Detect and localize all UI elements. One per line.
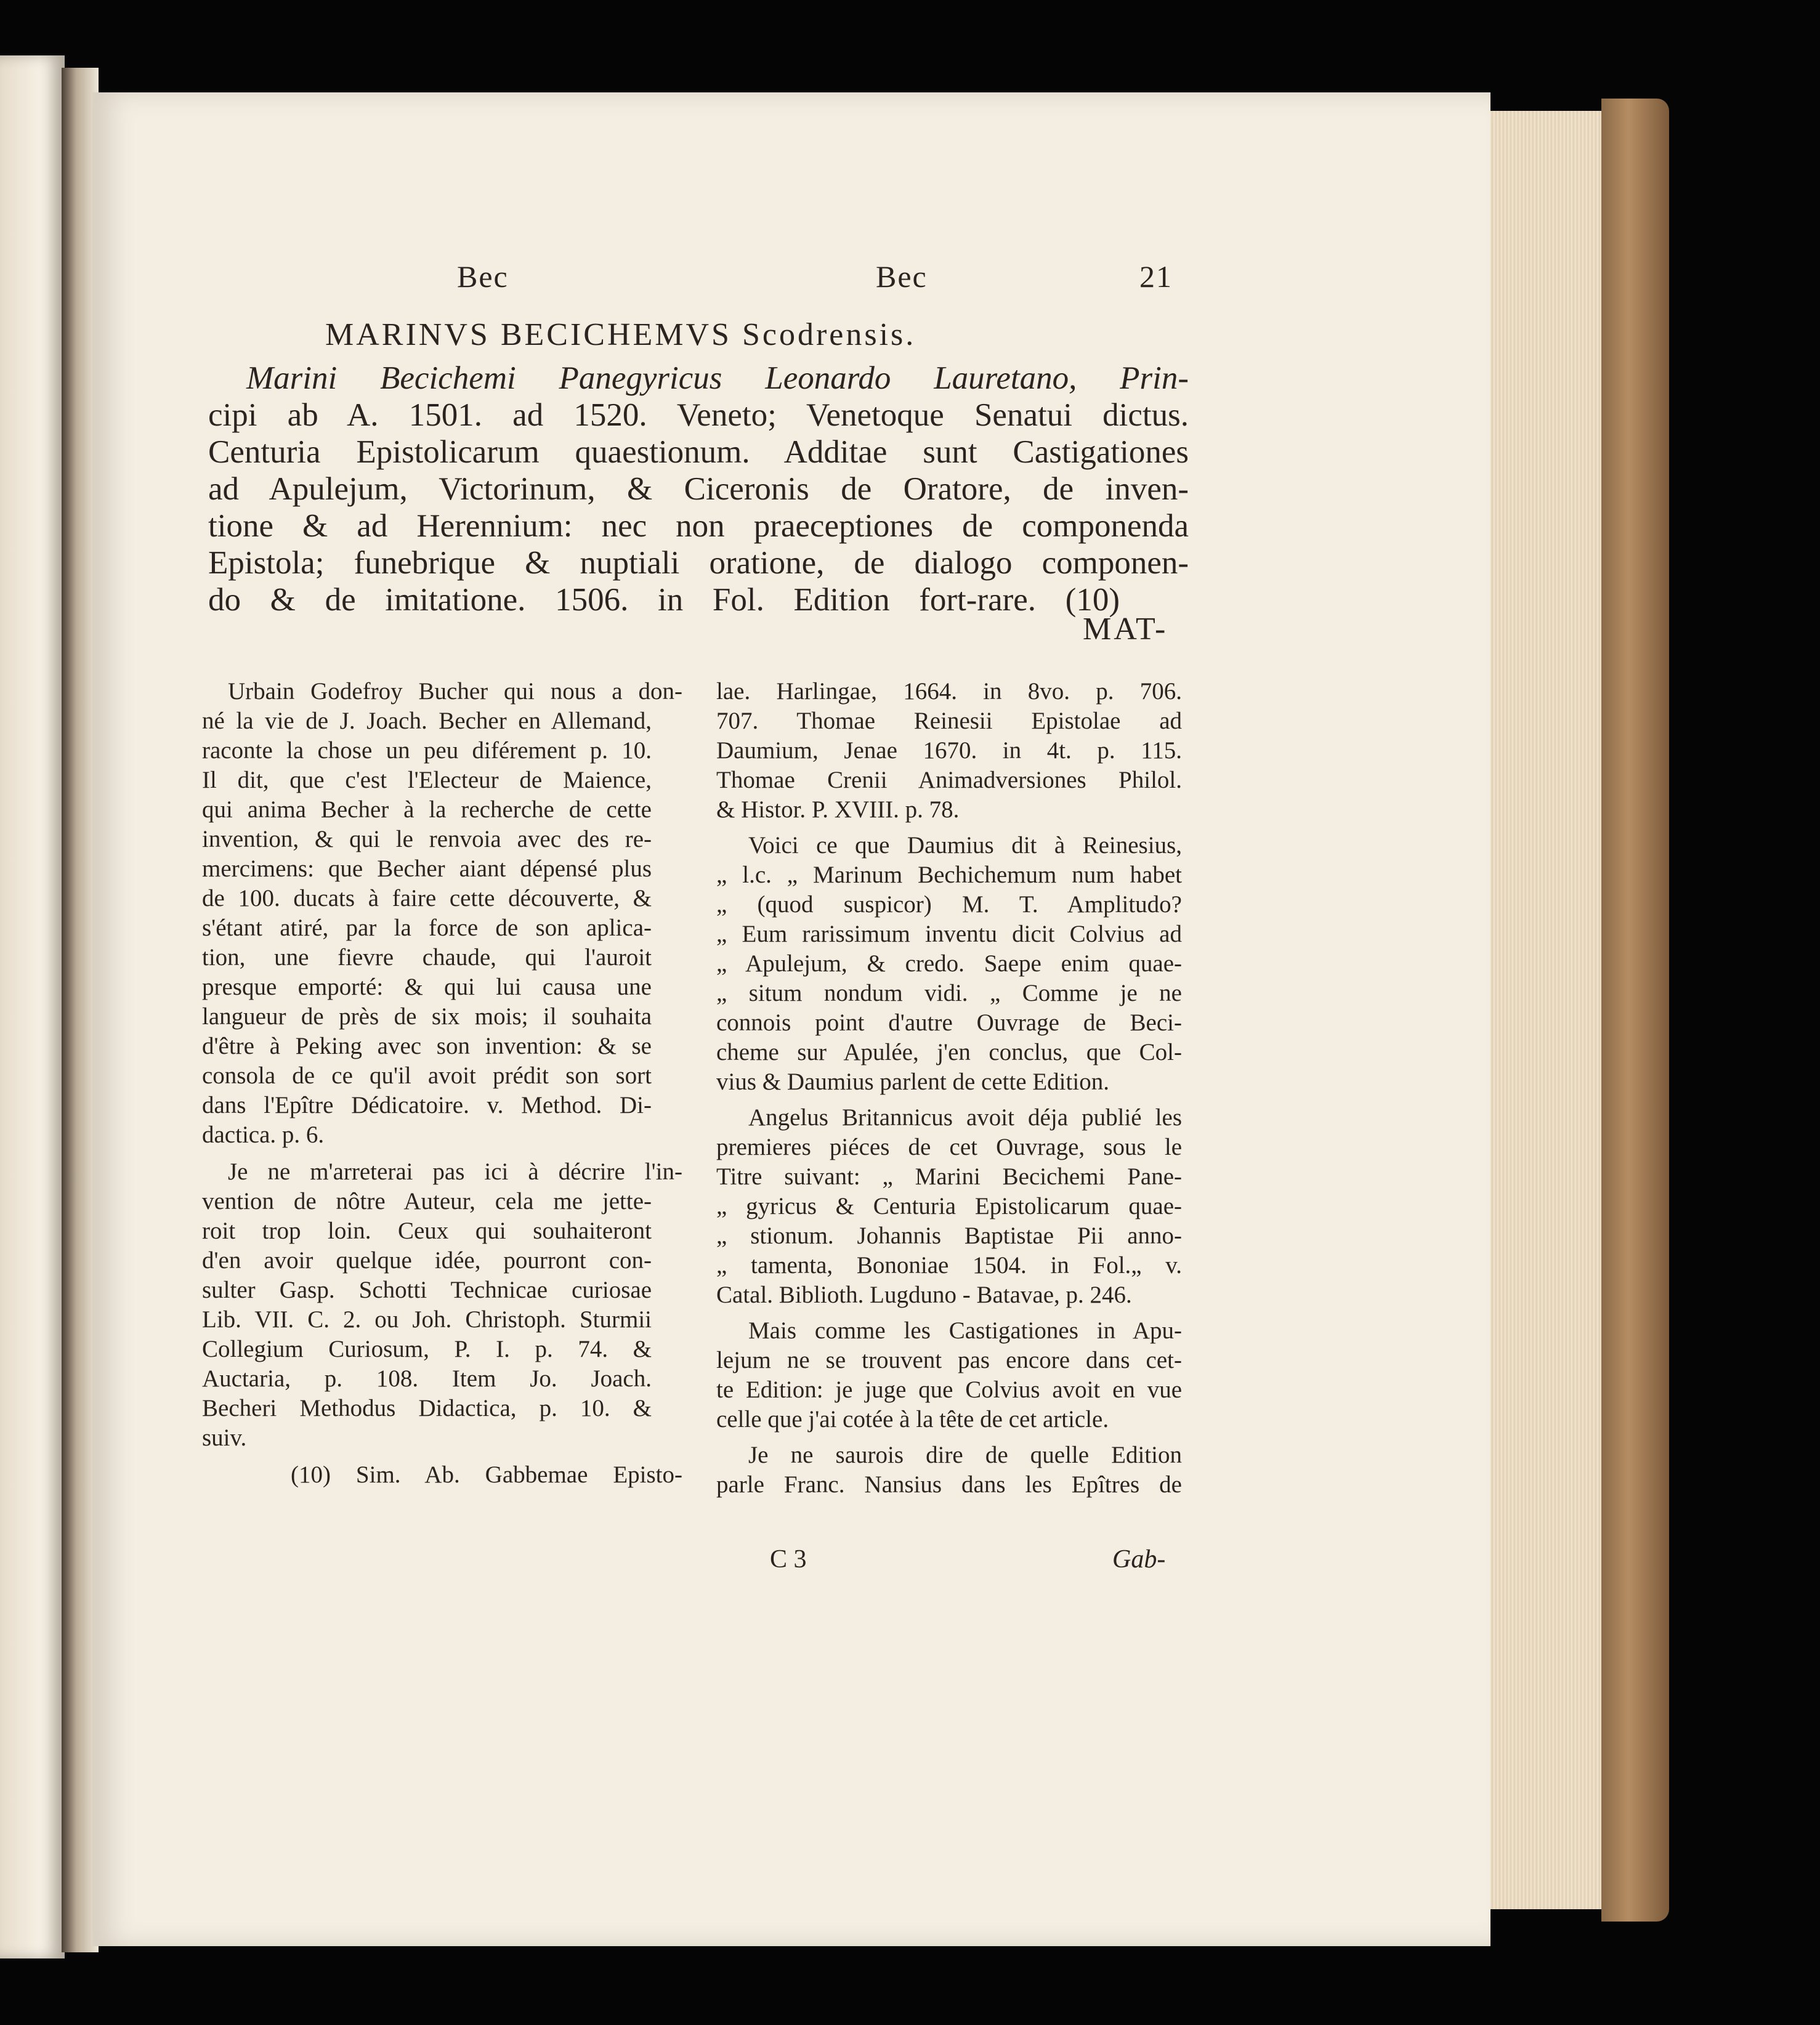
right-col-line: cheme sur Apulée, j'en conclus, que Col- (716, 1039, 1182, 1065)
right-col-line: premieres piéces de cet Ouvrage, sous le (716, 1134, 1182, 1160)
entry-heading: MARINVS BECICHEMVS Scodrensis. (325, 317, 916, 352)
left-col-line: langueur de près de six mois; il souhaita (202, 1003, 652, 1030)
right-col-line: lae. Harlingae, 1664. in 8vo. p. 706. (716, 678, 1182, 705)
left-col-line: tion, une fievre chaude, qui l'auroit (202, 944, 652, 971)
left-col-line: Lib. VII. C. 2. ou Joh. Christoph. Sturmii (202, 1306, 652, 1333)
right-col-line: Voici ce que Daumius dit à Reinesius, (748, 832, 1182, 859)
right-col-line: „ situm nondum vidi. „ Comme je ne (716, 980, 1182, 1006)
entry-line: Marini Becichemi Panegyricus Leonardo Lauretano, Prin- (246, 360, 1189, 396)
left-col-line: Collegium Curiosum, P. I. p. 74. & (202, 1336, 652, 1362)
entry-line: Epistola; funebrique & nuptiali oratione, de dialogo componen- (208, 545, 1189, 581)
right-col-line: Catal. Biblioth. Lugduno - Batavae, p. 246. (716, 1282, 1132, 1308)
catchword-top: MAT- (1083, 612, 1168, 647)
right-col-line: „ (quod suspicor) M. T. Amplitudo? (716, 891, 1182, 918)
left-col-line: suiv. (202, 1425, 247, 1451)
page-number: 21 (1139, 259, 1173, 294)
right-col-line: connois point d'autre Ouvrage de Beci- (716, 1009, 1182, 1036)
left-col-line: s'étant atiré, par la force de son aplica- (202, 915, 652, 941)
right-col-line: celle que j'ai cotée à la tête de cet article. (716, 1406, 1109, 1433)
right-col-line: te Edition: je juge que Colvius avoit en vue (716, 1376, 1182, 1403)
left-col-line: d'être à Peking avec son invention: & se (202, 1033, 652, 1059)
left-col-line: né la vie de J. Joach. Becher en Allemand, (202, 708, 652, 734)
right-col-line: „ l.c. „ Marinum Bechichemum num habet (716, 862, 1182, 888)
running-head-left: Bec (457, 259, 509, 294)
left-col-line: mercimens: que Becher aiant dépensé plus (202, 855, 652, 882)
left-col-line: Urbain Godefroy Bucher qui nous a don- (228, 678, 682, 705)
right-col-line: Mais comme les Castigationes in Apu- (748, 1317, 1182, 1344)
left-col-line: invention, & qui le renvoia avec des re- (202, 826, 652, 852)
left-col-line: dactica. p. 6. (202, 1122, 325, 1148)
right-col-line: lejum ne se trouvent pas encore dans cet- (716, 1347, 1182, 1373)
running-head-center: Bec (876, 259, 928, 294)
left-col-line: Auctaria, p. 108. Item Jo. Joach. (202, 1365, 652, 1392)
left-col-line: consola de ce qu'il avoit prédit son sort (202, 1062, 652, 1089)
right-col-line: „ Apulejum, & credo. Saepe enim quae- (716, 950, 1182, 977)
entry-line: do & de imitatione. 1506. in Fol. Edition fort-rare. (10) (208, 582, 1120, 618)
left-page-fragment (0, 55, 65, 1958)
right-col-line: & Histor. P. XVIII. p. 78. (716, 796, 960, 823)
left-col-line: Il dit, que c'est l'Electeur de Maience, (202, 767, 652, 793)
right-cover-edge (1601, 99, 1669, 1922)
entry-line: ad Apulejum, Victorinum, & Ciceronis de Oratore, de inven- (208, 471, 1189, 507)
left-col-line: roit trop loin. Ceux qui souhaiteront (202, 1218, 652, 1244)
right-col-line: „ tamenta, Bononiae 1504. in Fol.„ v. (716, 1252, 1182, 1279)
right-col-line: „ gyricus & Centuria Epistolicarum quae- (716, 1193, 1182, 1219)
right-col-line: parle Franc. Nansius dans les Epîtres de (716, 1471, 1182, 1498)
left-col-line: presque emporté: & qui lui causa une (202, 974, 652, 1000)
right-col-line: Titre suivant: „ Marini Becichemi Pane- (716, 1163, 1182, 1190)
left-col-line: raconte la chose un peu diférement p. 10. (202, 737, 652, 764)
entry-line: cipi ab A. 1501. ad 1520. Veneto; Venetoque Senatui dictus. (208, 397, 1189, 433)
left-col-line: Becheri Methodus Didactica, p. 10. & (202, 1395, 652, 1421)
right-col-line: Daumium, Jenae 1670. in 4t. p. 115. (716, 737, 1182, 764)
right-col-line: vius & Daumius parlent de cette Edition. (716, 1069, 1109, 1095)
signature-mark: C 3 (770, 1545, 807, 1574)
right-col-line: Angelus Britannicus avoit déja publié les (748, 1104, 1182, 1131)
left-col-line: d'en avoir quelque idée, pourront con- (202, 1247, 652, 1274)
left-col-line: Je ne m'arreterai pas ici à décrire l'in- (228, 1158, 682, 1185)
footnote-10: (10) Sim. Ab. Gabbemae Episto- (291, 1461, 682, 1488)
right-col-line: Je ne saurois dire de quelle Edition (748, 1442, 1182, 1468)
left-col-line: sulter Gasp. Schotti Technicae curiosae (202, 1277, 652, 1303)
left-col-line: dans l'Epître Dédicatoire. v. Method. Di- (202, 1092, 652, 1118)
left-col-line: de 100. ducats à faire cette découverte, & (202, 885, 652, 911)
right-col-line: „ stionum. Johannis Baptistae Pii anno- (716, 1223, 1182, 1249)
right-col-line: 707. Thomae Reinesii Epistolae ad (716, 708, 1182, 734)
entry-line: Centuria Epistolicarum quaestionum. Additae sunt Castigationes (208, 434, 1189, 470)
right-col-line: Thomae Crenii Animadversiones Philol. (716, 767, 1182, 793)
catchword-bottom: Gab- (1112, 1545, 1166, 1574)
entry-line: tione & ad Herennium: nec non praeceptiones de componenda (208, 508, 1189, 544)
left-col-line: qui anima Becher à la recherche de cette (202, 796, 652, 823)
left-col-line: vention de nôtre Auteur, cela me jette- (202, 1188, 652, 1215)
page-edges (1490, 111, 1601, 1909)
right-col-line: „ Eum rarissimum inventu dicit Colvius ad (716, 921, 1182, 947)
